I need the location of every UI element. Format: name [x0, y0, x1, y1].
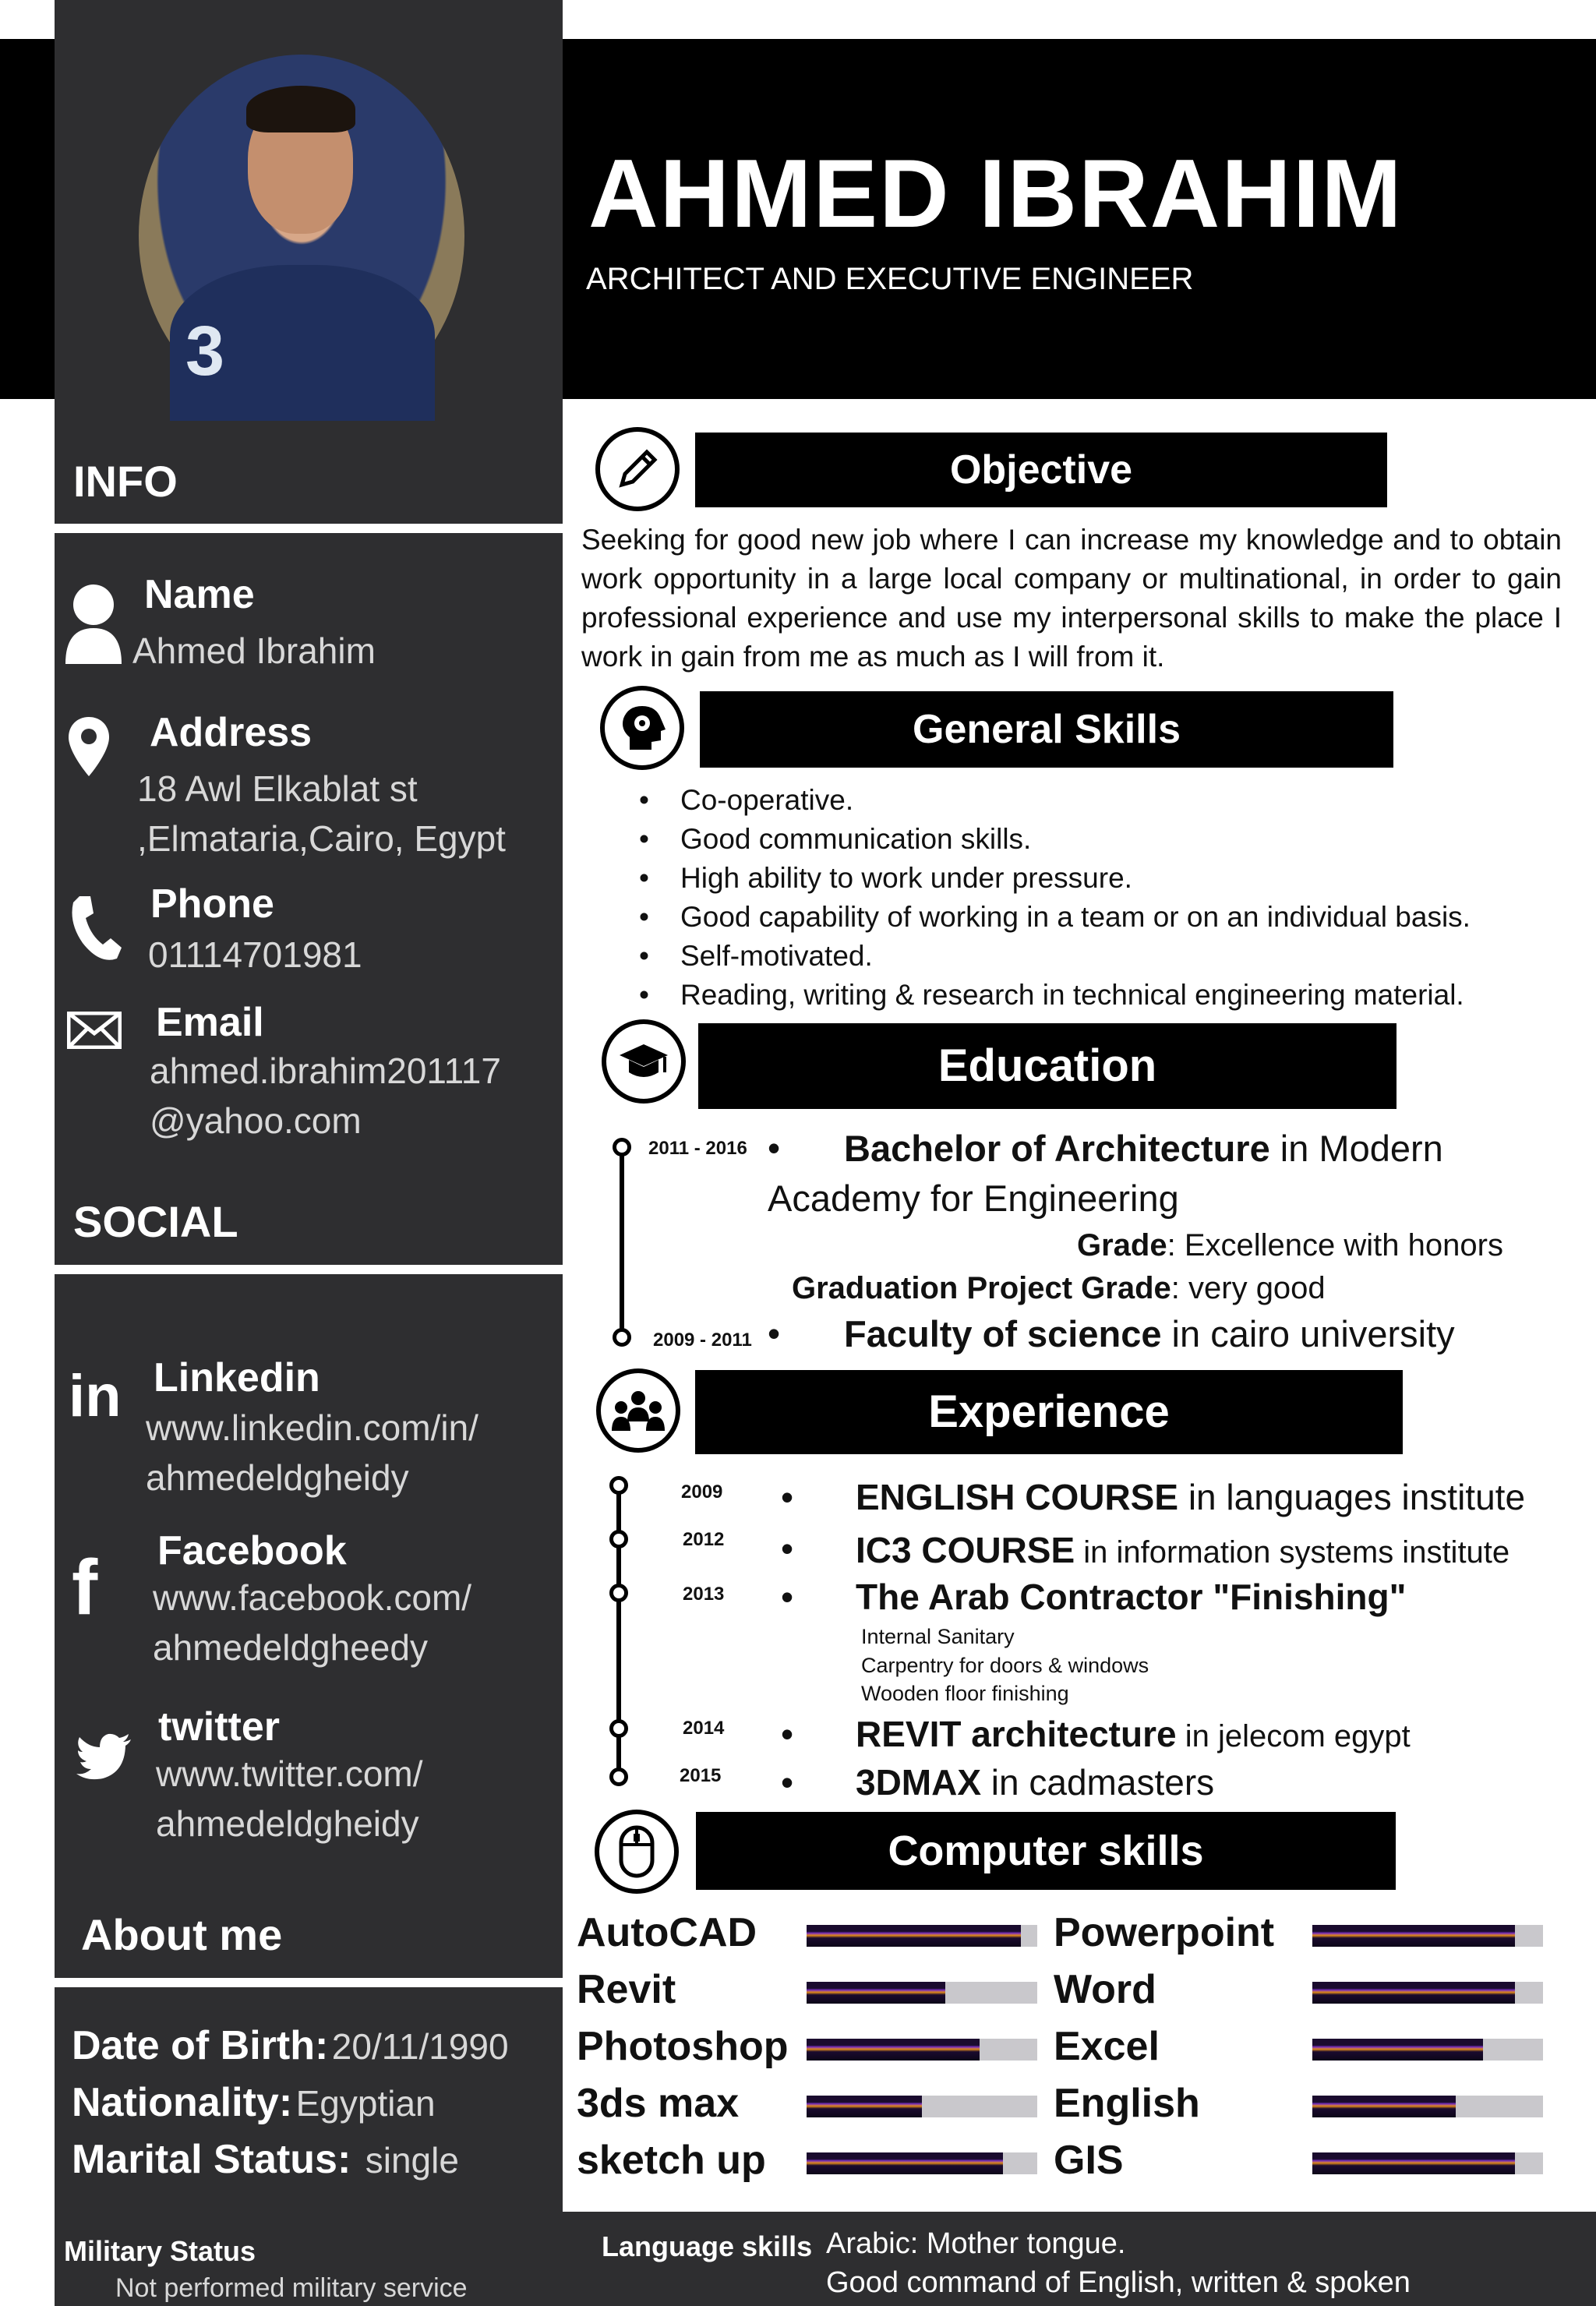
education-heading: Education: [698, 1023, 1396, 1109]
skill-level-bar: [807, 2096, 1037, 2117]
language-line-1: Arabic: Mother tongue.: [826, 2227, 1126, 2260]
email-line-1: ahmed.ibrahim201117: [150, 1051, 501, 1091]
facebook-link-2[interactable]: ahmedeldgheedy: [153, 1627, 428, 1668]
about-heading: About me: [81, 1910, 283, 1959]
address-label: Address: [150, 710, 312, 755]
experience-heading: Experience: [695, 1370, 1403, 1454]
skill-level-bar: [807, 2039, 1037, 2061]
bullet: •: [768, 1128, 781, 1168]
info-heading: INFO: [73, 457, 178, 506]
timeline-dot: [613, 1328, 631, 1347]
skill-level-bar: [1312, 1982, 1543, 2004]
project-grade-row: [792, 1271, 1326, 1306]
phone-value: 01114701981: [148, 934, 362, 975]
skill-level-bar: [1312, 2096, 1543, 2117]
head-gears-icon: [617, 703, 667, 753]
skill-level-bar: [807, 2152, 1037, 2174]
experience-title: IC3 COURSE: [856, 1530, 1075, 1570]
project-grade-label: Graduation Project Grade: [792, 1271, 1171, 1305]
facebook-link[interactable]: www.facebook.com/: [153, 1577, 472, 1618]
dob-row: [72, 2022, 509, 2071]
education-place-2: in cairo university: [1161, 1313, 1455, 1354]
language-line-2: Good command of English, written & spoken: [826, 2266, 1411, 2299]
email-line-2: @yahoo.com: [150, 1100, 362, 1141]
bullet: •: [781, 1577, 794, 1617]
military-label: Military Status: [64, 2235, 256, 2267]
computer-skill-name: Powerpoint: [1054, 1910, 1275, 1955]
education-degree-2: Faculty of science: [844, 1313, 1162, 1354]
email-label: Email: [156, 1000, 264, 1045]
team-icon: [610, 1387, 666, 1434]
facebook-icon: f: [72, 1544, 98, 1631]
person-icon: [64, 583, 123, 668]
timeline-dot: [609, 1767, 628, 1786]
page-subtitle: ARCHITECT AND EXECUTIVE ENGINEER: [586, 262, 1194, 296]
experience-icon-circle: [596, 1368, 680, 1453]
experience-year: 2013: [683, 1584, 725, 1605]
experience-entry: [856, 1476, 1525, 1518]
objective-heading: Objective: [695, 433, 1387, 507]
twitter-link-2[interactable]: ahmedeldgheidy: [156, 1803, 419, 1844]
experience-place: in languages institute: [1178, 1477, 1526, 1517]
marital-row: [72, 2135, 459, 2185]
twitter-label: twitter: [158, 1704, 280, 1750]
education-place-1: in Modern: [1269, 1128, 1443, 1169]
experience-sub-item: Wooden floor finishing: [861, 1682, 1069, 1705]
skill-level-fill: [1312, 1982, 1515, 2004]
list-item: • Reading, writing & research in technical engineering material.: [639, 976, 1471, 1015]
experience-title: 3DMAX: [856, 1762, 982, 1803]
computer-skill-name: Excel: [1054, 2024, 1160, 2069]
grade-row: [1077, 1228, 1503, 1263]
experience-sub-item: Carpentry for doors & windows: [861, 1654, 1149, 1677]
skill-level-bar: [1312, 2039, 1543, 2061]
marital-label: Marital Status:: [72, 2137, 351, 2182]
experience-entry: [856, 1576, 1406, 1618]
skill-level-bar: [1312, 2152, 1543, 2174]
general-skills-heading: General Skills: [700, 691, 1393, 768]
computer-skills-heading: Computer skills: [696, 1812, 1396, 1890]
experience-entry: [856, 1713, 1411, 1755]
bullet: •: [781, 1477, 794, 1517]
skill-level-fill: [807, 2152, 1003, 2174]
experience-year: 2012: [683, 1529, 725, 1550]
divider: [55, 524, 563, 533]
computer-skill-name: English: [1054, 2081, 1200, 2126]
pencil-icon: [614, 446, 661, 493]
linkedin-label: Linkedin: [154, 1355, 320, 1400]
skill-level-fill: [1312, 2152, 1515, 2174]
education-entry-1: [844, 1127, 1443, 1170]
education-entry-2: [844, 1312, 1455, 1355]
list-item: • Co-operative.: [639, 781, 1471, 820]
bullet: •: [781, 1762, 794, 1803]
skill-level-fill: [1312, 1925, 1515, 1947]
bullet: •: [781, 1528, 794, 1569]
general-skills-list: [639, 781, 1471, 1015]
skill-level-bar: [807, 1982, 1037, 2004]
language-label: Language skills: [602, 2230, 813, 2262]
timeline-dot: [609, 1584, 628, 1602]
list-item: • Good communication skills.: [639, 820, 1471, 859]
list-item: • High ability to work under pressure.: [639, 859, 1471, 898]
name-value: Ahmed Ibrahim: [132, 630, 376, 671]
education-icon-circle: [602, 1019, 686, 1104]
list-item: • Good capability of working in a team or on an individual basis.: [639, 898, 1471, 937]
nationality-row: [72, 2078, 436, 2128]
address-line-1: 18 Awl Elkablat st: [137, 768, 418, 809]
skill-level-fill: [807, 2039, 980, 2061]
twitter-link[interactable]: www.twitter.com/: [156, 1753, 423, 1794]
envelope-icon: [67, 1012, 122, 1053]
experience-year: 2009: [681, 1481, 723, 1503]
profile-photo: 3: [139, 55, 464, 417]
mouse-icon: [618, 1824, 655, 1879]
experience-place: in jelecom egypt: [1176, 1719, 1411, 1753]
computer-skill-name: sketch up: [577, 2138, 766, 2183]
experience-title: The Arab Contractor "Finishing": [856, 1577, 1407, 1617]
computer-skill-name: Revit: [577, 1967, 676, 2012]
social-heading: SOCIAL: [73, 1197, 238, 1246]
address-line-2: ,Elmataria,Cairo, Egypt: [137, 818, 506, 859]
computer-skill-name: GIS: [1054, 2138, 1124, 2183]
experience-title: ENGLISH COURSE: [856, 1477, 1179, 1517]
marital-value: single: [365, 2140, 459, 2181]
nationality-label: Nationality:: [72, 2080, 293, 2125]
experience-place: in cadmasters: [981, 1762, 1215, 1803]
computer-skill-name: 3ds max: [577, 2081, 740, 2126]
timeline-dot: [609, 1530, 628, 1549]
skill-level-bar: [807, 1925, 1037, 1947]
timeline-dot: [609, 1476, 628, 1495]
education-timeline: [620, 1146, 624, 1337]
experience-place: in information systems institute: [1075, 1535, 1510, 1570]
skill-level-fill: [807, 1925, 1021, 1947]
facebook-label: Facebook: [157, 1528, 347, 1573]
grade-label: Grade: [1077, 1228, 1167, 1262]
military-value: Not performed military service: [115, 2273, 468, 2303]
timeline-dot: [613, 1138, 631, 1157]
experience-entry: [856, 1761, 1214, 1803]
skills-icon-circle: [600, 686, 684, 770]
skill-level-bar: [1312, 1925, 1543, 1947]
linkedin-icon: in: [69, 1363, 122, 1429]
divider: [55, 1265, 563, 1274]
experience-year: 2015: [680, 1765, 722, 1786]
page-title: AHMED IBRAHIM: [588, 140, 1404, 248]
experience-title: REVIT architecture: [856, 1714, 1177, 1754]
location-pin-icon: [69, 717, 109, 780]
computer-skills-icon-circle: [595, 1810, 679, 1894]
skill-level-fill: [1312, 2039, 1483, 2061]
phone-icon: [69, 895, 123, 966]
timeline-dot: [609, 1719, 628, 1738]
project-grade-value: : very good: [1171, 1271, 1326, 1305]
education-date-2: 2009 - 2011: [653, 1330, 752, 1351]
skill-level-fill: [1312, 2096, 1456, 2117]
linkedin-link-2[interactable]: ahmedeldgheidy: [146, 1457, 409, 1498]
computer-skill-name: AutoCAD: [577, 1910, 757, 1955]
grade-value: : Excellence with honors: [1167, 1228, 1503, 1262]
experience-entry: [856, 1529, 1509, 1571]
list-item: • Self-motivated.: [639, 937, 1471, 976]
skill-level-fill: [807, 1982, 945, 2004]
bullet: •: [768, 1313, 781, 1354]
linkedin-link[interactable]: www.linkedin.com/in/: [146, 1407, 478, 1448]
dob-value: 20/11/1990: [331, 2026, 509, 2067]
divider: [55, 1978, 563, 1987]
education-degree-1: Bachelor of Architecture: [844, 1128, 1270, 1169]
experience-sub-item: Internal Sanitary: [861, 1625, 1015, 1648]
objective-icon-circle: [595, 427, 680, 511]
education-date-1: 2011 - 2016: [648, 1138, 747, 1159]
objective-text: Seeking for good new job where I can increase my knowledge and to obtain work opportunity in a large local company or multinational, in order to gain professional experience and use my interpersonal skills to make the place I work in gain from me as much as I will from it.: [581, 524, 1562, 673]
twitter-bird-icon: [76, 1733, 132, 1784]
graduation-cap-icon: [618, 1041, 669, 1082]
computer-skill-name: Word: [1054, 1967, 1156, 2012]
name-label: Name: [144, 572, 255, 617]
dob-label: Date of Birth:: [72, 2023, 329, 2068]
education-place-1b: Academy for Engineering: [768, 1178, 1179, 1219]
bullet: •: [781, 1714, 794, 1754]
nationality-value: Egyptian: [295, 2083, 436, 2124]
skill-level-fill: [807, 2096, 922, 2117]
phone-label: Phone: [150, 881, 274, 927]
computer-skill-name: Photoshop: [577, 2024, 789, 2069]
experience-year: 2014: [683, 1718, 725, 1739]
